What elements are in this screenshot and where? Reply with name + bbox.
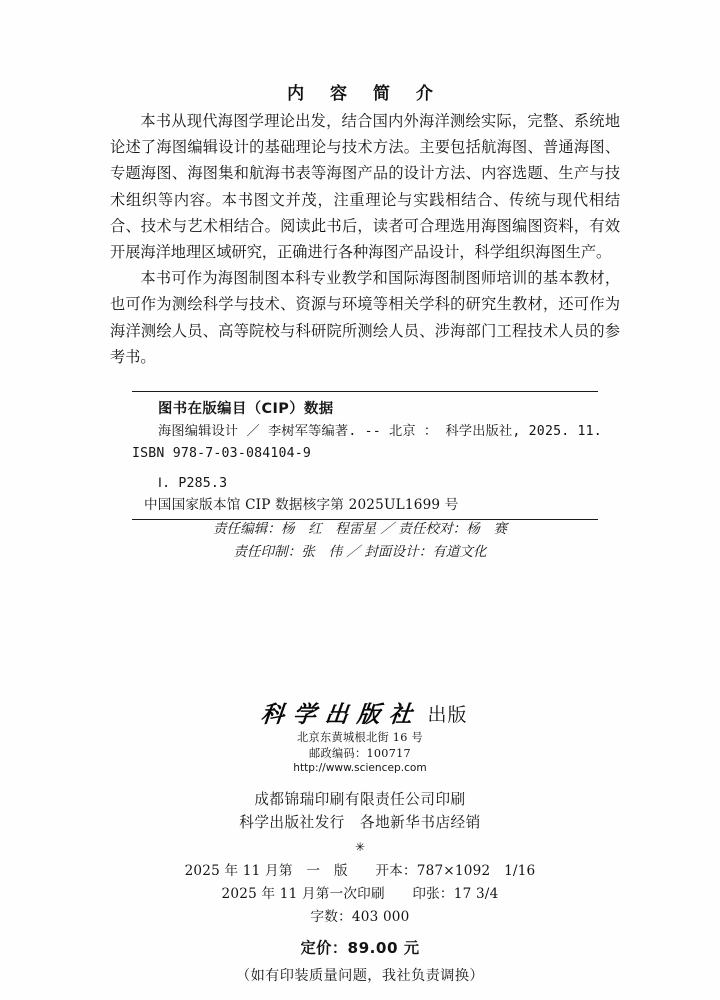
publisher-address-block — [0, 730, 720, 777]
asterisk-divider: ✳ — [354, 839, 366, 854]
publisher-suffix: 出版 — [427, 704, 468, 726]
cip-data-block — [132, 391, 602, 520]
edition-specs-block — [0, 860, 720, 929]
publisher-address: 北京东黄城根北街 16 号 — [297, 731, 423, 744]
credits-block — [0, 518, 720, 564]
cip-spacer — [132, 464, 598, 473]
abstract-body — [110, 108, 620, 370]
publisher-url[interactable]: http://www.sciencep.com — [293, 762, 427, 774]
page-title: 内 容 简 介 — [287, 84, 443, 104]
impression-line: 2025 年 11 月第一次印刷 印张：17 3/4 — [221, 885, 499, 902]
colophon-block — [0, 700, 720, 988]
distribution-line: 科学出版社发行 各地新华书店经销 — [239, 814, 481, 831]
cip-isbn-line: ISBN 978-7-03-084104-9 — [132, 445, 312, 461]
printer-line: 成都锦瑞印刷有限责任公司印刷 — [254, 790, 466, 808]
price-line: 定价：89.00 元 — [300, 938, 420, 957]
credits-production-line: 责任印制：张 伟 ／ 封面设计：有道文化 — [233, 544, 487, 560]
wordcount-line: 字数：403 000 — [310, 908, 410, 925]
cip-heading: 图书在版编目（CIP）数据 — [158, 401, 334, 417]
publisher-logo: 科学出版社 — [260, 701, 423, 728]
publisher-line — [0, 700, 720, 730]
cip-content — [132, 392, 602, 519]
printing-block — [0, 788, 720, 835]
edition-line: 2025 年 11 月第 一 版 开本：787×1092 1/16 — [184, 862, 536, 879]
cip-title-line: 海图编辑设计 ／ 李树军等编著. -- 北京 ： 科学出版社, 2025. 11. — [158, 424, 602, 439]
cip-national-library-line: 中国国家版本馆 CIP 数据核字第 2025UL1699 号 — [144, 496, 459, 513]
abstract-paragraph-2: 本书可作为海图制图本科专业教学和国际海图制图师培训的基本教材，也可作为测绘科学与技术、资源与环境等相关学科的研究生教材，还可作为海洋测绘人员、高等院校与科研院所测绘人员、涉海部门工程技术人员的参考书。 — [110, 269, 620, 366]
abstract-paragraph-1: 本书从现代海图学理论出发，结合国内外海洋测绘实际，完整、系统地论述了海图编辑设计的基础理论与技术方法。主要包括航海图、普通海图、专题海图、海图集和航海书表等海图产品的设计方法、内容选题、生产与技术组织等内容。本书图文并茂，注重理论与实践相结合、传统与现代相结合、技术与艺术相结合。阅读此书后，读者可合理选用海图编图资料，有效开展海洋地理区域研究，正确进行各种海图产品设计，科学组织海图生产。 — [110, 112, 620, 262]
cip-classification-line: Ⅰ. P285.3 — [158, 476, 228, 491]
publisher-postcode: 邮政编码：100717 — [309, 746, 411, 760]
credits-editor-line: 责任编辑：杨 红 程雷星 ／ 责任校对：杨 赛 — [212, 521, 508, 537]
quality-notice: （如有印装质量问题，我社负责调换） — [236, 967, 484, 984]
